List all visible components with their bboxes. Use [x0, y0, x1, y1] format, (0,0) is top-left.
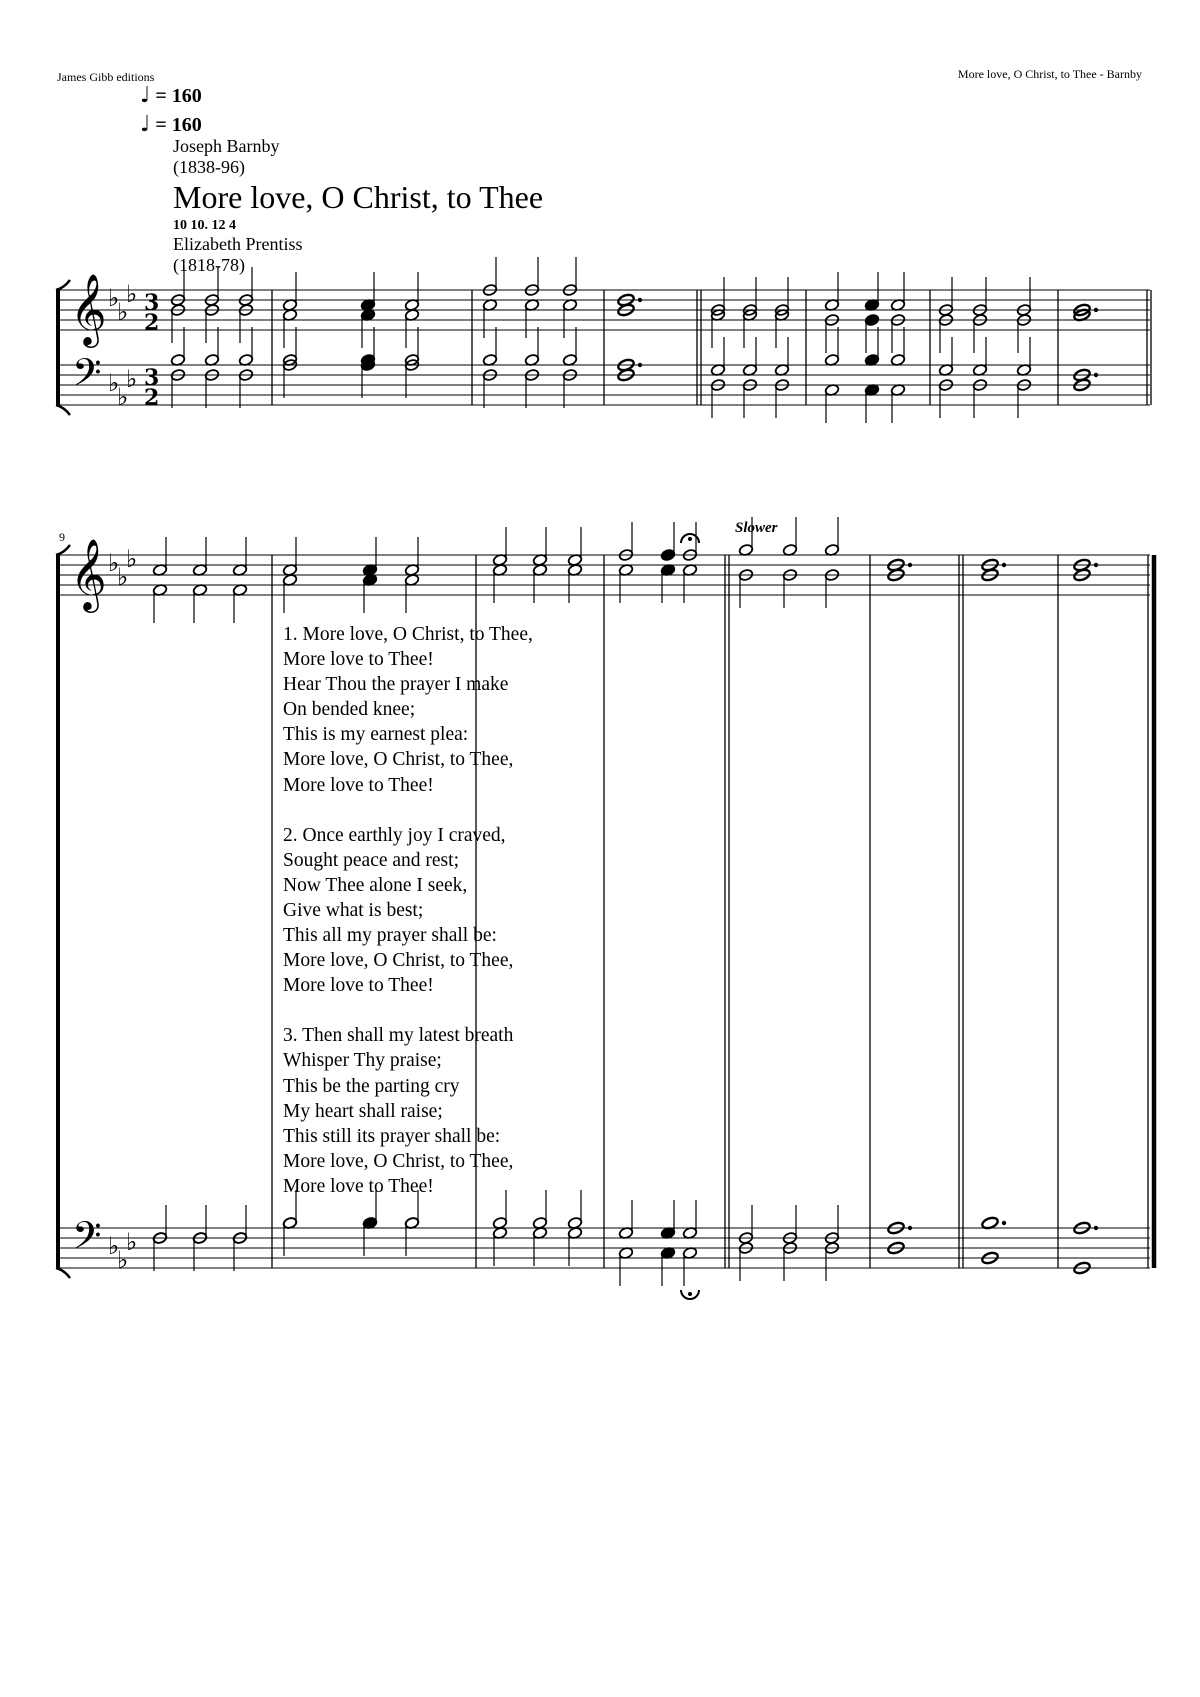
flat-icon: ♭ — [108, 549, 120, 577]
bracket-hook — [56, 280, 70, 290]
note — [204, 267, 219, 307]
note — [238, 303, 253, 343]
note — [192, 583, 207, 623]
note — [1016, 378, 1031, 418]
note — [192, 1231, 207, 1271]
note — [938, 337, 953, 377]
treble-clef-icon: 𝄞 — [70, 537, 107, 610]
note — [782, 1241, 797, 1281]
note — [738, 1241, 753, 1281]
augmentation-dot — [908, 563, 912, 567]
note — [562, 368, 577, 408]
fermata-dot — [688, 537, 692, 541]
flat-icon: ♭ — [126, 365, 138, 393]
note — [738, 517, 753, 557]
augmentation-dot — [1094, 373, 1098, 377]
notehead — [864, 313, 879, 326]
composer-name: Joseph Barnby — [173, 136, 280, 156]
note — [782, 1205, 797, 1245]
augmentation-dot — [908, 1226, 912, 1230]
note — [204, 303, 219, 343]
verse-line: More love, O Christ, to Thee, — [283, 1150, 514, 1172]
time-signature-bottom: 2 — [144, 310, 160, 336]
verse-line: More love, O Christ, to Thee, — [283, 749, 514, 771]
verse-line: Whisper Thy praise; — [283, 1050, 442, 1072]
note — [890, 313, 905, 353]
note — [567, 1190, 582, 1230]
note — [482, 327, 497, 367]
note — [774, 337, 789, 377]
note — [1016, 313, 1031, 353]
note — [362, 573, 377, 613]
note — [362, 537, 377, 577]
note — [824, 517, 839, 557]
note — [824, 383, 839, 423]
note — [972, 277, 987, 317]
note — [972, 378, 987, 418]
note — [824, 272, 839, 312]
note — [492, 563, 507, 603]
note — [282, 537, 297, 577]
note — [938, 313, 953, 353]
flat-icon: ♭ — [117, 298, 129, 326]
note — [532, 1190, 547, 1230]
note — [618, 1200, 633, 1240]
note — [742, 378, 757, 418]
note — [738, 568, 753, 608]
treble-clef-icon: 𝄞 — [70, 272, 107, 345]
note — [524, 368, 539, 408]
note — [782, 517, 797, 557]
time-signature-top: 3 — [144, 290, 160, 316]
note — [1016, 337, 1031, 377]
verse-line: This still its prayer shall be: — [283, 1125, 501, 1147]
note — [532, 1226, 547, 1266]
note — [152, 583, 167, 623]
note — [618, 563, 633, 603]
verse-line: Hear Thou the prayer I make — [283, 674, 509, 696]
note — [890, 383, 905, 423]
hymn-title: More love, O Christ, to Thee — [173, 179, 544, 215]
augmentation-dot — [1094, 308, 1098, 312]
note — [890, 272, 905, 312]
note — [404, 272, 419, 312]
note — [404, 537, 419, 577]
note — [562, 257, 577, 297]
flat-icon: ♭ — [126, 280, 138, 308]
note — [482, 368, 497, 408]
note — [524, 257, 539, 297]
measure-number: 9 — [59, 530, 65, 544]
fermata-dot — [688, 1292, 692, 1296]
system-brackets — [56, 280, 70, 1278]
verse-line: More love to Thee! — [283, 774, 434, 796]
verse-line: More love to Thee! — [283, 1175, 434, 1197]
augmentation-dot — [1094, 1226, 1098, 1230]
note — [524, 298, 539, 338]
note — [232, 583, 247, 623]
note — [204, 368, 219, 408]
note — [972, 313, 987, 353]
note — [824, 1241, 839, 1281]
augmentation-dot — [1002, 563, 1006, 567]
note — [824, 327, 839, 367]
note — [170, 327, 185, 367]
bass-clef-icon: 𝄢 — [72, 1213, 102, 1267]
note — [562, 327, 577, 367]
verse-line: Sought peace and rest; — [283, 849, 459, 871]
note — [532, 563, 547, 603]
note — [482, 257, 497, 297]
note — [782, 568, 797, 608]
note — [152, 1231, 167, 1271]
note — [170, 267, 185, 307]
piece-header: More love, O Christ, to Thee - Barnby — [957, 67, 1142, 81]
note — [404, 573, 419, 613]
verses-block — [283, 622, 533, 1224]
note — [738, 1205, 753, 1245]
note — [864, 272, 879, 312]
note — [562, 298, 577, 338]
quarter-note-icon: ♩ — [140, 112, 151, 137]
note — [152, 537, 167, 577]
verse-line: This be the parting cry — [283, 1075, 460, 1097]
note — [660, 522, 675, 562]
verse-1 — [283, 622, 533, 798]
quarter-note-icon: ♩ — [140, 83, 151, 108]
note — [824, 568, 839, 608]
hymn-meter: 10 10. 12 4 — [173, 218, 236, 233]
note — [660, 1200, 675, 1240]
augmentation-dot — [1094, 563, 1098, 567]
poet-dates: (1818-78) — [173, 255, 245, 275]
augmentation-dot — [1002, 1221, 1006, 1225]
note — [864, 383, 879, 423]
note — [682, 522, 697, 562]
note — [192, 537, 207, 577]
note — [774, 378, 789, 418]
note — [282, 573, 297, 613]
verse-line: More love to Thee! — [283, 649, 434, 671]
note — [682, 1200, 697, 1240]
note — [972, 337, 987, 377]
note — [1016, 277, 1031, 317]
flat-icon: ♭ — [117, 1246, 129, 1274]
note — [404, 308, 419, 348]
note — [238, 368, 253, 408]
note — [524, 327, 539, 367]
note — [682, 1246, 697, 1286]
verse-line: More love, O Christ, to Thee, — [283, 950, 514, 972]
note — [682, 563, 697, 603]
note — [824, 313, 839, 353]
edition-header: James Gibb editions — [57, 70, 155, 84]
note — [360, 358, 375, 398]
augmentation-dot — [638, 363, 642, 367]
tempo-direction: Slower — [735, 520, 778, 536]
note — [938, 378, 953, 418]
note — [170, 368, 185, 408]
note — [532, 527, 547, 567]
note — [232, 537, 247, 577]
note — [742, 337, 757, 377]
verse-line: This is my earnest plea: — [283, 724, 469, 746]
augmentation-dot — [638, 298, 642, 302]
note — [204, 327, 219, 367]
note — [567, 563, 582, 603]
bracket-hook — [56, 405, 70, 415]
flat-icon: ♭ — [126, 1228, 138, 1256]
note — [710, 378, 725, 418]
note — [618, 522, 633, 562]
verse-line: 3. Then shall my latest breath — [283, 1025, 514, 1047]
tempo-value: = 160 — [155, 85, 202, 107]
note — [360, 308, 375, 348]
note — [567, 527, 582, 567]
note — [232, 1231, 247, 1271]
verse-line: Give what is best; — [283, 899, 424, 921]
verse-2 — [283, 823, 533, 999]
note — [864, 313, 879, 353]
bracket-hook — [56, 1268, 70, 1278]
note — [660, 563, 675, 603]
flat-icon: ♭ — [108, 284, 120, 312]
flat-icon: ♭ — [117, 563, 129, 591]
tempo-value: = 160 — [155, 114, 202, 136]
time-signature-bottom: 2 — [144, 385, 160, 411]
note — [618, 1246, 633, 1286]
verse-3 — [283, 1023, 533, 1199]
bracket-hook — [56, 545, 70, 555]
note — [710, 337, 725, 377]
note — [567, 1226, 582, 1266]
notehead — [660, 548, 675, 561]
verse-line: On bended knee; — [283, 699, 416, 721]
verse-line: 2. Once earthly joy I craved, — [283, 824, 506, 846]
verse-line: This all my prayer shall be: — [283, 925, 497, 947]
flat-icon: ♭ — [117, 383, 129, 411]
bass-clef-icon: 𝄢 — [72, 350, 102, 404]
verse-line: My heart shall raise; — [283, 1100, 443, 1122]
note — [238, 327, 253, 367]
note — [282, 308, 297, 348]
verse-line: Now Thee alone I seek, — [283, 874, 468, 896]
time-signature-top: 3 — [144, 365, 160, 391]
note — [660, 1246, 675, 1286]
note — [238, 267, 253, 307]
note — [360, 272, 375, 312]
poet-name: Elizabeth Prentiss — [173, 234, 303, 254]
note — [938, 277, 953, 317]
note — [482, 298, 497, 338]
note — [170, 303, 185, 343]
note — [824, 1205, 839, 1245]
flat-icon: ♭ — [126, 545, 138, 573]
verse-line: 1. More love, O Christ, to Thee, — [283, 624, 533, 645]
note — [282, 272, 297, 312]
note — [864, 327, 879, 367]
note — [492, 1226, 507, 1266]
note — [492, 527, 507, 567]
composer-dates: (1838-96) — [173, 157, 245, 177]
flat-icon: ♭ — [108, 1232, 120, 1260]
clefs-and-keys — [70, 272, 159, 1274]
flat-icon: ♭ — [108, 369, 120, 397]
verse-line: More love to Thee! — [283, 975, 434, 997]
note — [890, 327, 905, 367]
